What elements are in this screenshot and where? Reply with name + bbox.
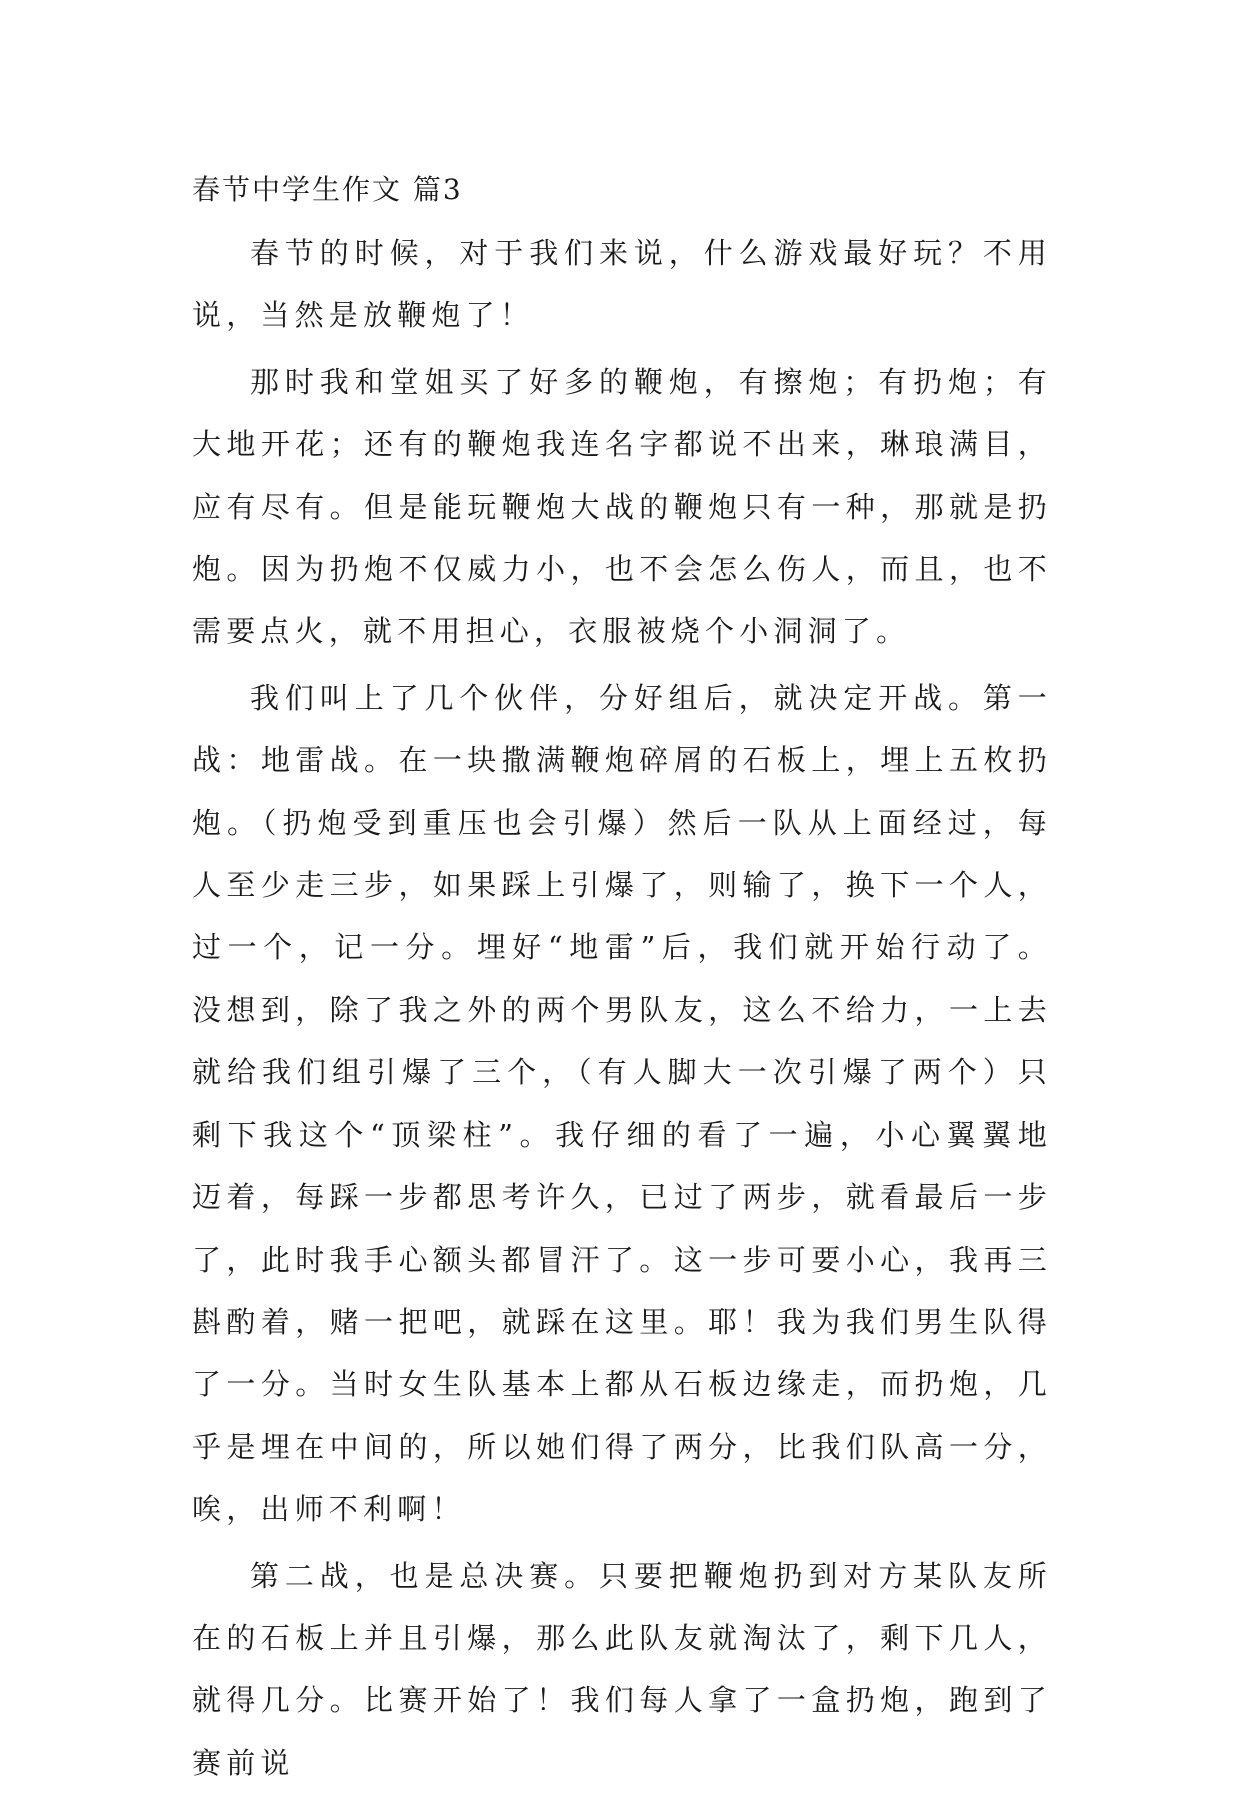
document-title: 春节中学生作文 篇3 bbox=[192, 173, 463, 206]
document-body bbox=[192, 158, 1052, 1794]
paragraph: 我们叫上了几个伙伴，分好组后，就决定开战。第一战：地雷战。在一块撒满鞭炮碎屑的石板上，埋上五枚扔炮。（扔炮受到重压也会引爆）然后一队从上面经过，每人至少走三步，如果踩上引爆了，则输了，换下一个人，过一个，记一分。埋好“地雷”后，我们就开始行动了。没想到，除了我之外的两个男队友，这么不给力，一上去就给我们组引爆了三个，（有人脚大一次引爆了两个）只剩下我这个“顶梁柱”。我仔细的看了一遍，小心翼翼地迈着，每踩一步都思考许久，已过了两步，就看最后一步了，此时我手心额头都冒汗了。这一步可要小心，我再三斟酌着，赌一把吧，就踩在这里。耶！我为我们男生队得了一分。当时女生队基本上都从石板边缘走，而扔炮，几乎是埋在中间的，所以她们得了两分，比我们队高一分，唉，出师不利啊！ bbox=[192, 680, 1052, 1527]
paragraph: 春节的时候，对于我们来说，什么游戏最好玩？不用说，当然是放鞭炮了！ bbox=[192, 236, 1052, 333]
paragraph: 第二战，也是总决赛。只要把鞭炮扔到对方某队友所在的石板上并且引爆，那么此队友就淘汰了，剩下几人，就得几分。比赛开始了！我们每人拿了一盒扔炮，跑到了赛前说 bbox=[192, 1558, 1052, 1780]
paragraph: 那时我和堂姐买了好多的鞭炮，有擦炮；有扔炮；有大地开花；还有的鞭炮我连名字都说不出来，琳琅满目，应有尽有。但是能玩鞭炮大战的鞭炮只有一种，那就是扔炮。因为扔炮不仅威力小，也不会怎么伤人，而且，也不需要点火，就不用担心，衣服被烧个小洞洞了。 bbox=[192, 364, 1052, 649]
